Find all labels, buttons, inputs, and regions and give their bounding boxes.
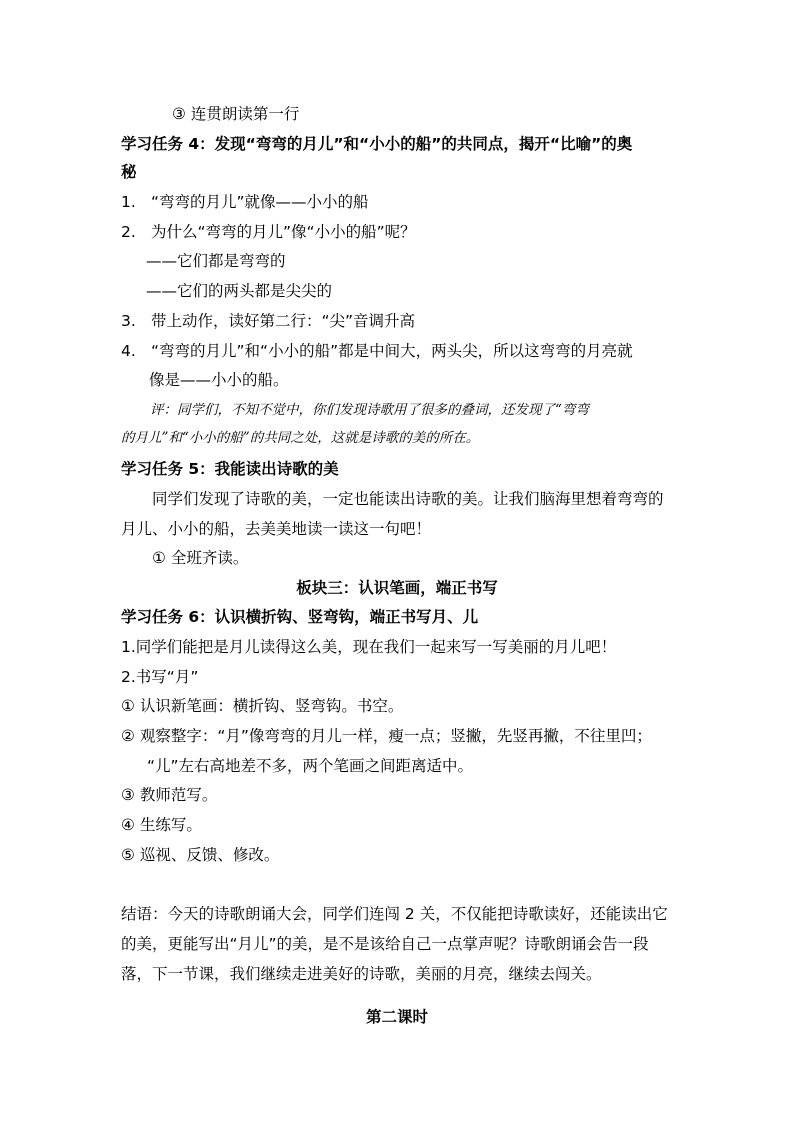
step-continuous-read: ③ 连贯朗读第一行: [172, 105, 300, 123]
task-4-item-3: [121, 311, 415, 331]
item-text: 为什么“弯弯的月儿”像“小小的船”呢？: [151, 223, 416, 241]
task-6-point-2: 2.书写“月”: [121, 668, 199, 686]
answer-line-2: ——它们的两头都是尖尖的: [146, 282, 333, 300]
teacher-comment-cont: 的月儿”和“小小的船”的共同之处，这就是诗歌的美的所在。: [121, 430, 480, 446]
task-5-step-1: ① 全班齐读。: [152, 549, 249, 567]
item-number: 2.: [121, 223, 136, 241]
item-number: 4.: [121, 342, 136, 360]
task-4-item-1: [121, 192, 369, 212]
writing-step-1: ① 认识新笔画：横折钩、竖弯钩。书空。: [121, 697, 404, 715]
task-6-point-1: 1.同学们能把是月儿读得这么美，现在我们一起来写一写美丽的月儿吧！: [121, 638, 617, 656]
task-4-item-4-cont: 像是——小小的船。: [149, 371, 289, 389]
writing-step-2-cont: “儿”左右高地差不多，两个笔画之间距离适中。: [147, 757, 474, 775]
task-4-item-2: [121, 222, 416, 242]
task-4-heading: 学习任务 4：发现“弯弯的月儿”和“小小的船”的共同点，揭开“比喻”的奥: [121, 135, 633, 153]
task-5-heading: 学习任务 5：我能读出诗歌的美: [121, 460, 339, 478]
writing-step-5: ⑤ 巡视、反馈、修改。: [121, 846, 280, 864]
task-4-item-4: [121, 341, 633, 361]
conclusion-line-3: 落，下一节课，我们继续走进美好的诗歌，美丽的月亮，继续去闯关。: [121, 965, 602, 983]
task-5-paragraph: 同学们发现了诗歌的美，一定也能读出诗歌的美。让我们脑海里想着弯弯的: [152, 490, 664, 508]
conclusion-line-2: 的美，更能写出“月儿”的美，是不是该给自己一点掌声呢？诗歌朗诵会告一段: [121, 935, 649, 953]
writing-step-4: ④ 生练写。: [121, 816, 202, 834]
teacher-comment: 评：同学们，不知不觉中，你们发现诗歌用了很多的叠词，还发现了“弯弯: [150, 402, 589, 418]
conclusion-line-1: 结语：今天的诗歌朗诵大会，同学们连闯 2 关，不仅能把诗歌读好，还能读出它: [121, 905, 668, 923]
task-6-heading: 学习任务 6：认识横折钩、竖弯钩，端正书写月、儿: [121, 608, 479, 626]
item-text: “弯弯的月儿”和“小小的船”都是中间大，两头尖，所以这弯弯的月亮就: [151, 342, 633, 360]
writing-step-2: ② 观察整字：“月”像弯弯的月儿一样，瘦一点；竖撇，先竖再撇，不往里凹；: [121, 727, 652, 745]
task-4-heading-cont: 秘: [121, 163, 137, 181]
section-3-heading: 板块三：认识笔画，端正书写: [296, 579, 498, 597]
item-number: 1.: [121, 193, 136, 211]
item-number: 3.: [121, 312, 136, 330]
item-text: 带上动作，读好第二行：“尖”音调升高: [151, 312, 416, 330]
second-lesson-heading: 第二课时: [365, 1008, 428, 1026]
item-text: “弯弯的月儿”就像——小小的船: [151, 193, 369, 211]
writing-step-3: ③ 教师范写。: [121, 786, 218, 804]
answer-line-1: ——它们都是弯弯的: [146, 252, 286, 270]
task-5-paragraph-cont: 月儿、小小的船，去美美地读一读这一句吧！: [121, 520, 432, 538]
